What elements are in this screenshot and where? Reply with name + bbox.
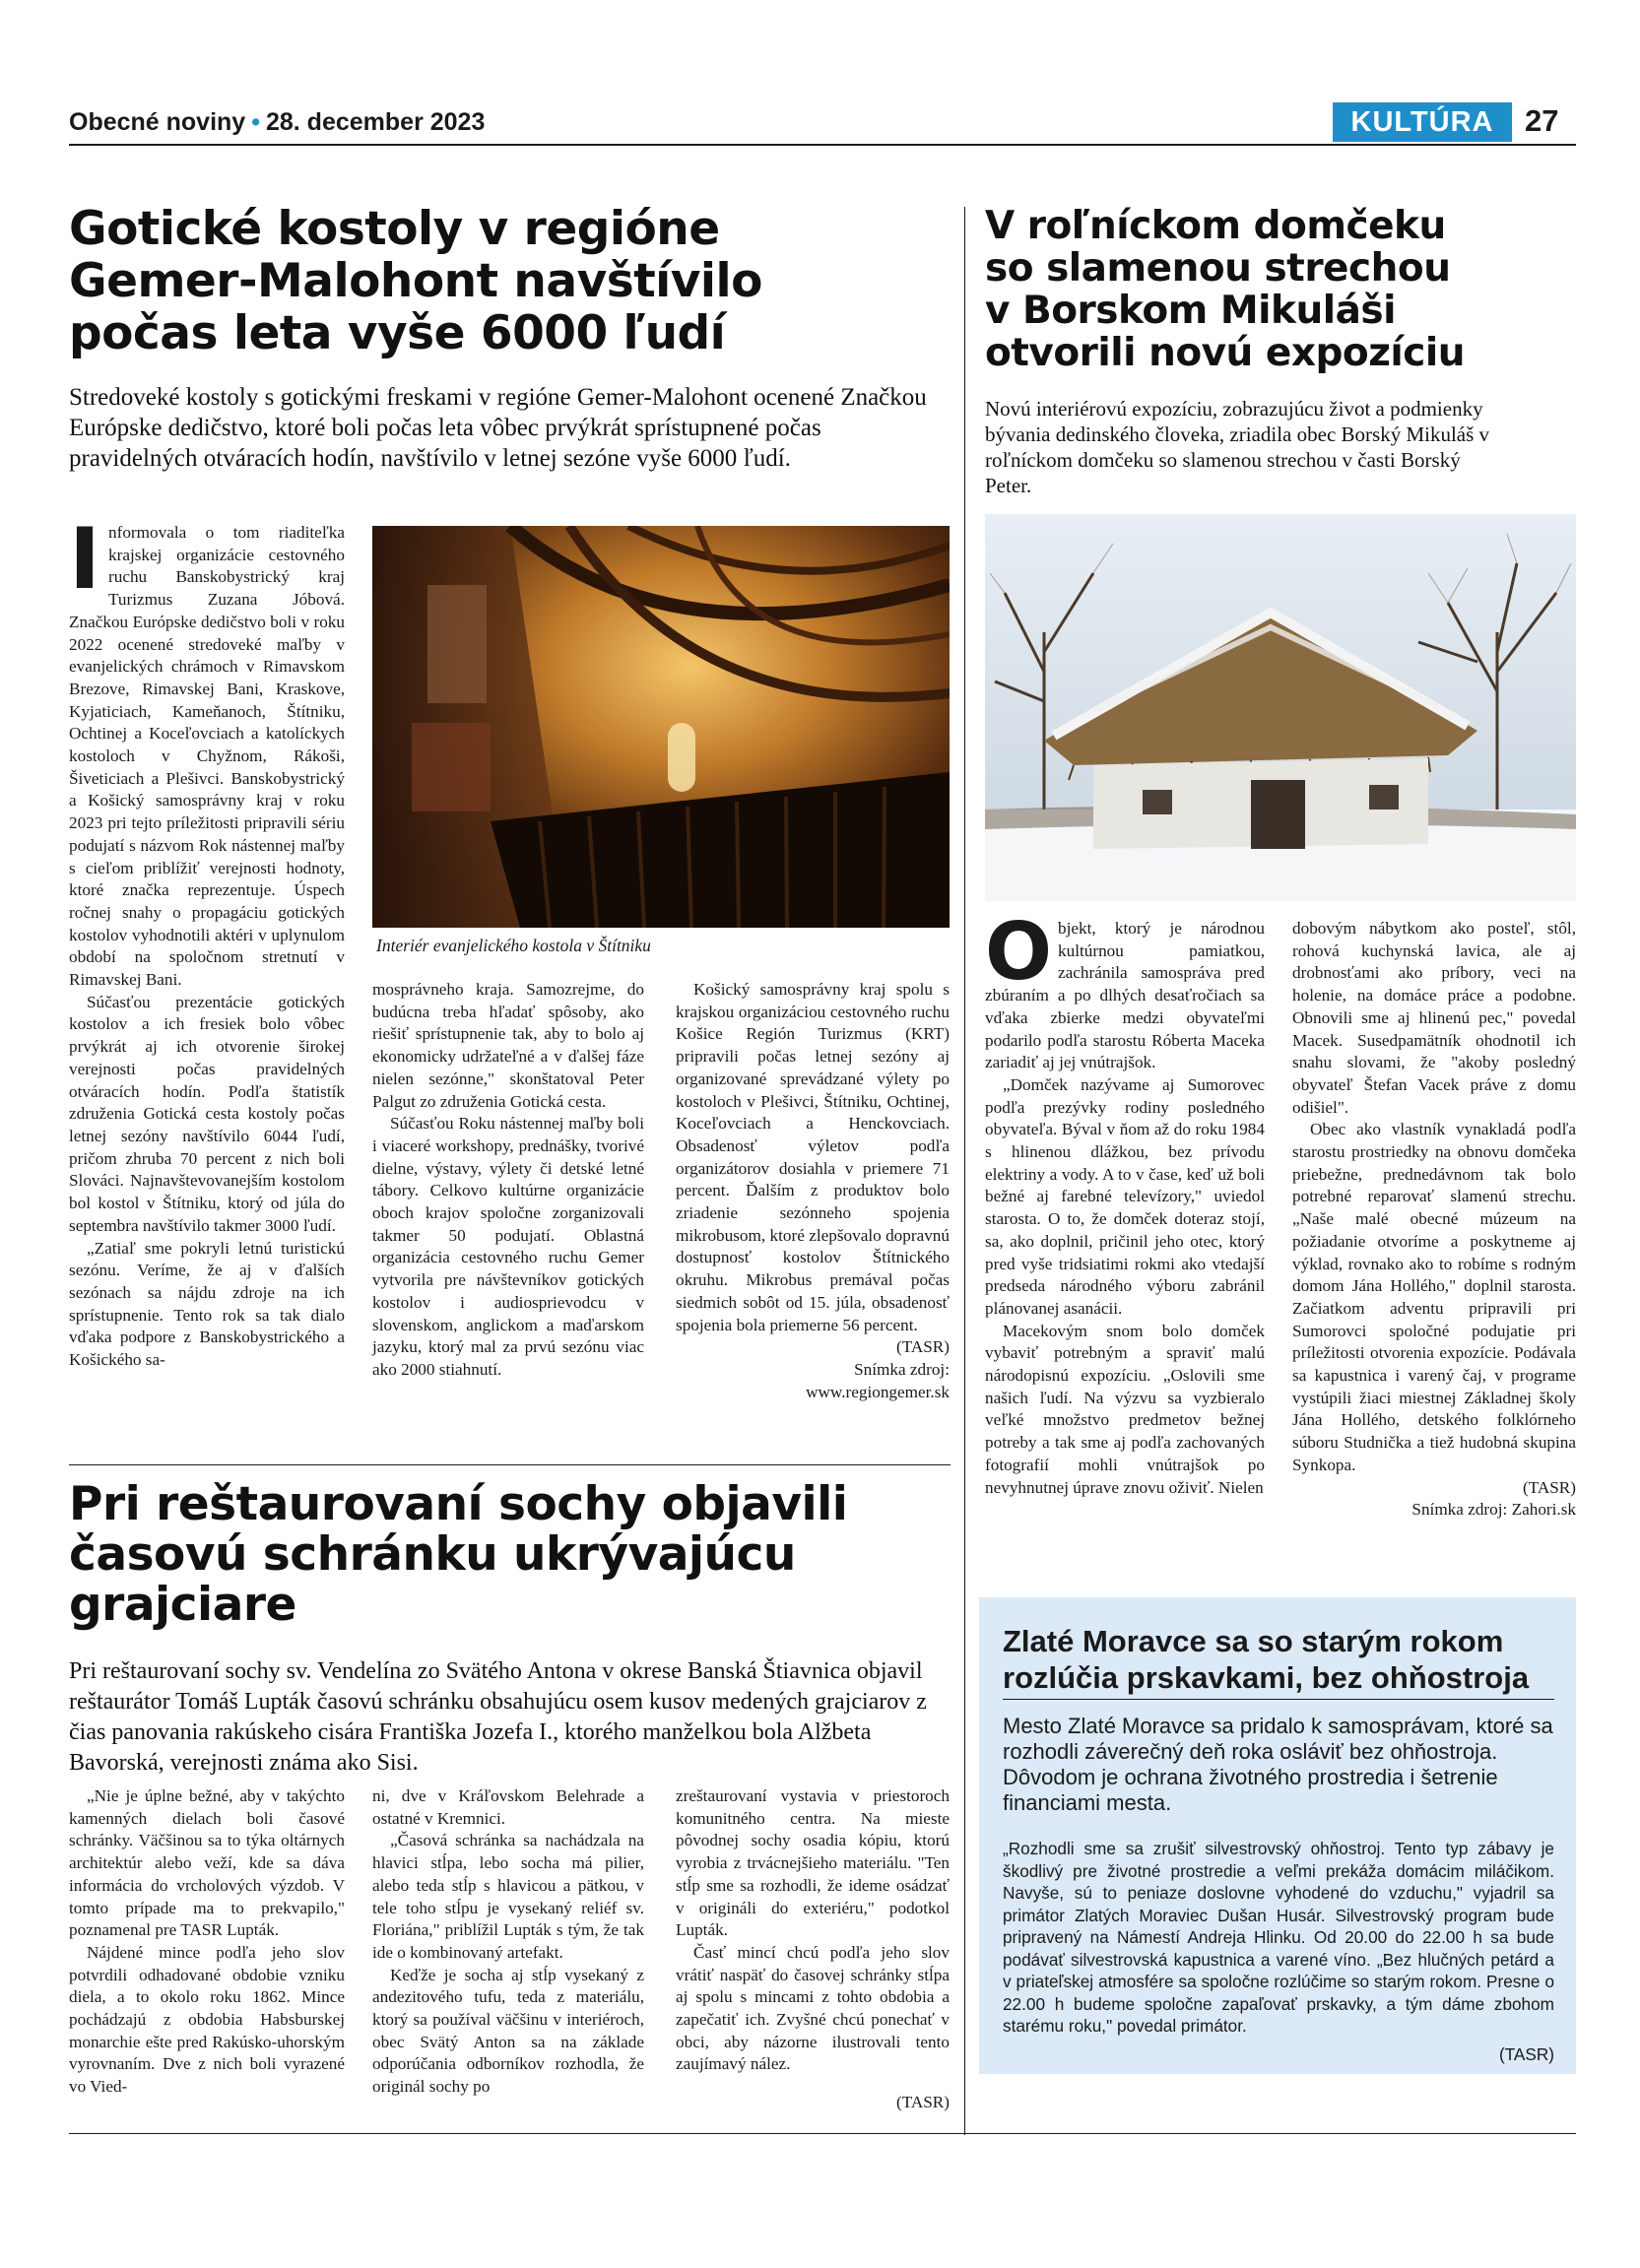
photo-credit: www.regiongemer.sk — [806, 1382, 950, 1401]
brief-headline: Zlaté Moravce sa so starým rokom rozlúčia prskavkami, bez ohňostroja — [1003, 1624, 1530, 1695]
paragraph: dobovým nábytkom ako posteľ, stôl, rohová kuchynská lavica, ale aj drobnosťami ako príbory, veci na holenie, na domáce práce a podobne. Obnovili sme aj hlinenú pec," povedal Macek. Susedpamätník ohodnotil ich snahu slovami, že "akoby posledný obyvateľ Štefan Vacek práve z domu odišiel". — [1292, 919, 1576, 1117]
brief-lead: Mesto Zlaté Moravce sa pridalo k samosprávam, ktoré sa rozhodli záverečný deň roka osláviť bez ohňostroja. Dôvodom je ochrana životného prostredia i šetrenie financiami mesta. — [1003, 1714, 1553, 1815]
masthead — [69, 108, 485, 137]
paragraph — [985, 906, 1265, 1074]
article2-column-1 — [985, 906, 1265, 1499]
headline-line: so slamenou strechou — [985, 246, 1451, 291]
headline-line: V roľníckom domčeku — [985, 204, 1446, 248]
article3-headline — [69, 1479, 951, 1630]
headline-line: Pri reštaurovaní sochy objavili — [69, 1477, 848, 1531]
article1-column-1 — [69, 510, 345, 1372]
article3-column-3 — [676, 1785, 950, 2114]
page-header — [69, 102, 1576, 142]
paragraph: „Nie je úplne bežné, aby v takýchto kamenných dielach boli časové schránky. Väčšinou sa to týka oltárnych architektúr alebo veží, kde sa dáva informácia do vrcholových výzdob. V tomto prípade ma to prekvapilo," poznamenal pre TASR Lupták. — [69, 1786, 345, 1940]
issue-date: 28. december 2023 — [265, 108, 486, 136]
paragraph: mosprávneho kraja. Samozrejme, do budúcna treba hľadať spôsoby, ako riešiť sprístupnenie tak, aby to bolo aj ekonomicky udržateľné a v ďalšej fáze nielen sezónne," skonštatoval Peter Palgut zo združenia Gotická cesta. — [372, 980, 644, 1111]
paragraph: Súčasťou prezentácie gotických kostolov a ich fresiek bolo vôbec prvýkrát aj ich otvorenie širokej verejnosti počas pravidelných otváracích hodín. Podľa štatistík združenia Gotická cesta kostoly počas letnej sezóny navštívilo 6044 ľudí, pričom zhruba 70 percent z nich boli Slováci. Najnavštevovanejším kostolom bol kostol v Štítniku, ktorý od júla do septembra navštívilo takmer 3000 ľudí. — [69, 992, 345, 1235]
paragraph: Macekovým snom bolo domček vybaviť potrebným a spraviť malú národopisnú expozíciu. „Oslovili sme našich ľudí. Na výzvu sa vyzbieralo veľké množstvo predmetov bežnej potreby a tak sme aj podľa zachovaných fotografií mohli vnútrajšok po nevyhnutnej úprave znovu oživiť. Nielen — [985, 1321, 1265, 1497]
page-number: 27 — [1525, 103, 1559, 138]
source-tag: (TASR) — [895, 2093, 950, 2112]
column-divider-vertical — [964, 207, 965, 2135]
drop-cap: O — [985, 906, 1053, 998]
paragraph: ni, dve v Kráľovskom Belehrade a ostatné v Kremnici. — [372, 1786, 644, 1828]
paragraph: Nájdené mince podľa jeho slov potvrdili odhadované obdobie vzniku diela, a to okolo roku 1862. Mince pochádzajú z obdobia Habsburskej monarchie ešte pred Rakúsko-uhorským vyrovnaním. Dve z nich boli vyrazené vo Vied- — [69, 1942, 345, 2097]
headline-line: časovú schránku ukrývajúcu — [69, 1527, 796, 1582]
paragraph: Košický samosprávny kraj spolu s krajskou organizáciou cestovného ruchu Košice Región Turizmus (KRT) pripravili počas letnej sezóny aj organizované sprevádzané výlety po kostoloch v Plešivci, Štítniku, Ochtinej, Koceľovciach a Henckovciach. Obsadenosť výletov podľa organizátorov dosiahla v priemere 71 percent. Ďalším z produktov bolo zriadenie sezónneho spojenia mikrobusom, ktoré zlepšovalo dopravnú dostupnosť kostolov Štítnického okruhu. Mikrobus premával počas siedmich sobôt od 15. júla, obsadenosť spojenia bola priemerne 56 percent. — [676, 980, 950, 1334]
paragraph: Obec ako vlastník vynakladá podľa starostu prostriedky na obnovu domčeka priebežne, prednedávnom tak bolo potrebné reparovať slamenú strechu. „Naše malé obecné múzeum na požiadanie otvoríme a poskytneme aj výklad, rovnako ako to robíme s rodným domom Jána Hollého," doplnil starosta. Začiatkom adventu pripravili pri Sumorovci spoločné podujatie pri príležitosti otvorenia expozície. Podávala sa kapustnica i varený čaj, v programe vystúpili žiaci miestnej Základnej školy Jána Hollého, detského folklórneho súboru Studnička a tiež hudobná skupina Synkopa. — [1292, 1120, 1576, 1474]
paragraph: Keďže je socha aj stĺp vysekaný z andezitového tufu, teda z materiálu, ktorý sa používal väčšinu v interiéroch, obec Svätý Anton sa na základe odporúčania odborníkov rozhodla, že originál sochy po — [372, 1965, 644, 2097]
article3-column-1 — [69, 1785, 345, 2099]
separator-dot: • — [251, 108, 260, 136]
photo-caption: Interiér evanjelického kostola v Štítniku — [376, 936, 651, 955]
source-tag: (TASR) — [1522, 1477, 1576, 1497]
paragraph: „Rozhodli sme sa zrušiť silvestrovský ohňostroj. Tento typ zábavy je škodlivý pre životné prostredie a veľmi prekáža domácim miláčikom. Navyše, sú to peniaze doslovne vyhodené do vzduchu," vyjadril sa primátor Zlatých Moraviec Dušan Husár. Silvestrovský program bude pripravený na Námestí Andreja Hlinku. Od 20.00 do 22.00 h sa bude podávať silvestrovská kapustnica a varené víno. „Bez hlučných petárd a v priateľskej atmosfére sa spoločne rozlúčime so starým rokom. Presne o 22.00 h budeme spoločne zapaľovať prskavky, a tým dáme zbohom starému roku," povedal primátor. — [1003, 1839, 1554, 2036]
article1-headline — [69, 203, 946, 359]
thatched-house-photo — [985, 514, 1576, 901]
footer-rule — [69, 2133, 1576, 2134]
paragraph — [69, 510, 345, 992]
brief-divider — [1003, 1699, 1554, 1700]
brief-body — [1003, 1838, 1554, 2065]
article3-column-2 — [372, 1785, 644, 2099]
paragraph: zreštaurovaní vystavia v priestoroch komunitného centra. Na mieste pôvodnej sochy osadia kópiu, ktorú vyrobia z trvácnejšieho materiálu. "Ten stĺp sme sa rozhodli, že ideme osádzať v origináli do exteriéru," podotkol Lupták. — [676, 1786, 950, 1940]
headline-line: počas leta vyše 6000 ľudí — [69, 306, 726, 360]
article2-headline — [985, 205, 1576, 374]
article1-column-2 — [372, 979, 644, 1382]
paragraph: „Zatiaľ sme pokryli letnú turistickú sezónu. Veríme, že aj v ďalších sezónach sa nájdu zdroje na ich sprístupnenie. Tento rok sa tak dialo vďaka podpore z Banskobystrického a Košického sa- — [69, 1238, 345, 1370]
article1-column-3 — [676, 979, 950, 1403]
source-tag: (TASR) — [1498, 2043, 1554, 2064]
paragraph: „Časová schránka sa nachádzala na hlavici stĺpa, lebo socha má pilier, alebo teda stĺp s hlavicou a pätkou, v tele toho stĺpu je vysekaný reliéf sv. Floriána," priblížil Lupták s tým, že tak ide o kombinovaný artefakt. — [372, 1831, 644, 1962]
section-label: KULTÚRA — [1333, 102, 1512, 142]
headline-line: otvorili novú expozíciu — [985, 331, 1466, 375]
paragraph-text: bjekt, ktorý je národnou kultúrnou pamiatkou, zachránila samospráva pred zbúraním a po dlhých desaťročiach sa vďaka zbierke medzi obyvateľmi podarilo podľa starostu Róberta Maceka zariadiť aj jej vnútrajšok. — [985, 919, 1265, 1072]
photo-credit: Snímka zdroj: Zahori.sk — [1411, 1500, 1576, 1520]
paper-name: Obecné noviny — [69, 108, 246, 136]
church-interior-photo — [372, 526, 950, 928]
header-divider — [69, 144, 1576, 146]
article-divider — [69, 1464, 951, 1465]
article3-lead: Pri reštaurovaní sochy sv. Vendelína zo Svätého Antona v okrese Banská Štiavnica objavil reštaurátor Tomáš Lupták časovú schránku obsahujúcu osem kusov medených grajciarov z čias panovania rakúskeho cisára Františka Jozefa I., ktorého manželkou bola Alžbeta Bavorská, verejnosti známa ako Sisi. — [69, 1658, 927, 1776]
article1-lead: Stredoveké kostoly s gotickými freskami v regióne Gemer-Malohont ocenené Značkou Európske dedičstvo, ktoré boli počas leta vôbec prvýkrát sprístupnené počas pravidelných otváracích hodín, navštívilo v letnej sezóne vyše 6000 ľudí. — [69, 384, 927, 472]
drop-cap: I — [69, 510, 100, 609]
paragraph: Súčasťou Roku nástennej maľby boli i viaceré workshopy, prednášky, tvorivé dielne, výstavy, výlety či detské letné tábory. Celkovo kultúrne organizácie oboch krajov spoločne zorganizovali takmer 50 podujatí. Oblastná organizácia cestovného ruchu Gemer vytvorila pre návštevníkov gotických kostolov i audiosprievodcu v slovenskom, anglickom a maďarskom jazyku, ktorý mal za prvú sezónu viac ako 2000 stiahnutí. — [372, 1114, 644, 1379]
church-interior-image — [372, 526, 950, 928]
photo-credit-label: Snímka zdroj: — [854, 1359, 950, 1379]
headline-line: Gemer-Malohont navštívilo — [69, 254, 762, 308]
paragraph: „Domček nazývame aj Sumorovec podľa prezývky rodiny posledného obyvateľa. Býval v ňom až do roku 1984 s hlinenou dlážkou, bez prívodu elektriny a vody. A to v čase, keď už boli bežné aj farebné televízory," uviedol starosta. O to, že domček doteraz stojí, sa, ako doplnil, pričinil jeho otec, ktorý pred vyše tridsiatimi rokmi ako vtedajší predseda národného výboru zabránil plánovanej asanácii. — [985, 1074, 1265, 1318]
paragraph-text: nformovala o tom riaditeľka krajskej organizácie cestovného ruchu Banskobystrický kraj Turizmus Zuzana Jóbová. Značkou Európske dedičstvo boli v roku 2022 ocenené stredoveké maľby v evanjelických chrámoch v Rimavskom Brezove, Rimavskej Bani, Kraskove, Kyjaticiach, Kameňanoch, Štítniku, Ochtinej a Koceľovciach a katolíckych kostoloch v Chyžnom, Rákoši, Šiveticiach a Plešivci. Banskobystrický a Košický samosprávny kraj v roku 2023 pri tejto príležitosti pripravili sériu podujatí s názvom Rok nástennej maľby s cieľom priblížiť verejnosti hodnoty, ktoré značka reprezentuje. Úspech ročnej snahy o propagáciu gotických kostolov vyhodnotili aktéri v uplynulom období na spoločnom stretnutí v Rimavskej Bani. — [69, 523, 345, 990]
headline-line: Gotické kostoly v regióne — [69, 202, 720, 256]
paragraph: Časť mincí chcú podľa jeho slov vrátiť naspäť do časovej schránky stĺpa aj spolu s mincami z tohto obdobia a zapečatiť ich. Zvyšné chcú ponechať v obci, aby názorne ilustrovali tento zaujímavý nález. — [676, 1942, 950, 2074]
headline-line: grajciare — [69, 1578, 296, 1632]
headline-line: v Borskom Mikuláši — [985, 289, 1397, 333]
thatched-house-image — [985, 514, 1576, 901]
article2-column-2 — [1292, 918, 1576, 1522]
article2-lead: Novú interiérovú expozíciu, zobrazujúcu život a podmienky bývania dedinského človeka, zriadila obec Borský Mikuláš v roľníckom domčeku so slamenou strechou v časti Borský Peter. — [985, 397, 1490, 497]
source-tag: (TASR) — [895, 1337, 950, 1357]
